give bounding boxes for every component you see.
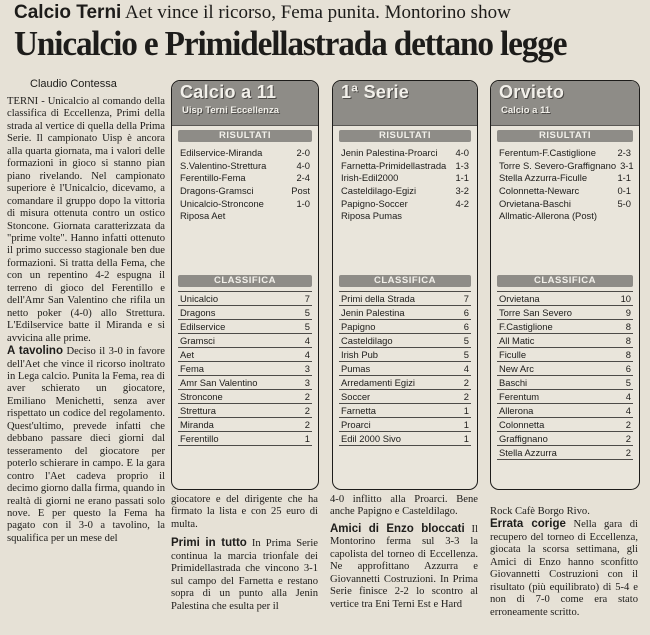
standing-row <box>339 291 471 306</box>
points: 2 <box>304 391 310 402</box>
standings-list <box>491 291 639 460</box>
standing-row <box>339 418 471 432</box>
result-row <box>491 146 639 159</box>
team: Casteldilago <box>341 335 393 346</box>
standing-row <box>339 432 471 446</box>
standing-row <box>497 320 633 334</box>
result-row <box>172 184 318 197</box>
kicker-text: Aet vince il ricorso, Fema punita. Montorino show <box>125 2 511 23</box>
points: 7 <box>463 293 469 304</box>
box-header <box>333 81 477 126</box>
team: Baschi <box>499 377 528 388</box>
result-row <box>491 197 639 210</box>
standing-row <box>178 404 312 418</box>
points: 2 <box>304 419 310 430</box>
standing-row <box>497 432 633 446</box>
match: Casteldilago-Egizi <box>341 184 417 196</box>
standing-row <box>339 320 471 334</box>
result-row <box>333 146 477 159</box>
result-row <box>172 209 318 222</box>
result-row <box>333 159 477 172</box>
team: Torre San Severo <box>499 307 572 318</box>
score: 4-0 <box>296 159 310 171</box>
score: 3-1 <box>620 159 634 171</box>
match: Allmatic-Allerona (Post) <box>499 210 597 222</box>
points: 6 <box>463 307 469 318</box>
team: All Matic <box>499 335 535 346</box>
points: 2 <box>463 391 469 402</box>
box-subtitle: Calcio a 11 <box>501 105 551 116</box>
points: 2 <box>463 377 469 388</box>
points: 6 <box>625 363 631 374</box>
match: Papigno-Soccer <box>341 197 408 209</box>
team: Miranda <box>180 419 214 430</box>
standing-row <box>339 334 471 348</box>
standing-row <box>497 306 633 320</box>
team: Soccer <box>341 391 371 402</box>
article-col3-text: 4-0 inflitto alla Proarci. Bene anche Papigno e Casteldilago. <box>330 494 478 518</box>
team: Stroncone <box>180 391 223 402</box>
match: Edilservice-Miranda <box>180 146 263 158</box>
box-header <box>491 81 639 126</box>
team: Ficulle <box>499 349 527 360</box>
match: S.Valentino-Strettura <box>180 159 267 171</box>
match: Dragons-Gramsci <box>180 184 254 196</box>
article-primi-text: In Prima Serie continua la marcia trionfale dei Primidellastrada che vincono 3-1 sul campo del Farnetta e restano sopra di un punto alla Jenin Palestina che esulta per il <box>171 538 318 612</box>
standing-row <box>497 418 633 432</box>
subhead-errata-corige: Errata corige <box>490 518 566 531</box>
team: F.Castiglione <box>499 321 553 332</box>
points: 4 <box>304 335 310 346</box>
standing-row <box>497 446 633 460</box>
match: Orvietana-Baschi <box>499 197 571 209</box>
box-title: Calcio a 11 <box>180 82 277 102</box>
results-list <box>491 146 639 271</box>
article-intro: TERNI - Unicalcio al comando della classifica di Eccellenza, Primi della strada al vertice di quella della Prima Serie. Il campionato Uisp è ancora alla quarta giornata, ma i valori delle formazioni in gioco si stanno pian piano rivelando. Nel campionato superiore è l'Unicalcio, dicevamo, a comandare il gruppo dopo la vittoria di misura ottenuta contro un ostico Stoncone. Giornata caratterizzata da "prime volte". Hanno infatti ottenuto il primo successo stagionale ben due formazioni. Si tratta della Fema, che con un repentino 4-2 espugna il terreno di gioco del Ferentillo e dell'Amr San Valentino che rifila un netto poker (4-0) allo Strettura. L'Edilservice batte il Miranda e si avvicina alle prime. <box>7 96 165 344</box>
result-row <box>333 171 477 184</box>
score: 2-3 <box>617 146 631 158</box>
score: 4-2 <box>455 197 469 209</box>
score: Post <box>291 184 310 196</box>
match: Torre S. Severo-Graffignano <box>499 159 617 171</box>
result-row <box>491 209 639 222</box>
team: Arredamenti Egizi <box>341 377 415 388</box>
team: Proarci <box>341 419 371 430</box>
team: Pumas <box>341 363 371 374</box>
points: 5 <box>625 377 631 388</box>
score: 2-0 <box>296 146 310 158</box>
subhead-primi-in-tutto: Primi in tutto <box>171 537 247 550</box>
team: Gramsci <box>180 335 215 346</box>
score: 1-1 <box>617 172 631 184</box>
team: Dragons <box>180 307 216 318</box>
result-row <box>491 159 639 172</box>
article-col4-text: Rock Cafè Borgo Rivo. <box>490 506 590 517</box>
score: 1-0 <box>296 197 310 209</box>
article-column-3 <box>330 494 478 634</box>
standing-row <box>339 362 471 376</box>
standing-row <box>497 404 633 418</box>
match: Ferentum-F.Castiglione <box>499 146 596 158</box>
box-header <box>172 81 318 126</box>
standings-bar: CLASSIFICA <box>178 275 312 287</box>
points: 5 <box>304 321 310 332</box>
article-amici-text: Il Montorino ferma sul 3-3 la capolista del torneo di Eccellenza. Ne approfittano Azzurra e Giovannetti Costruzioni. In Prima Serie finisce 2-2 lo scontro al vertice tra Eni Terni Est e Hard <box>330 523 478 610</box>
team: Ferentillo <box>180 433 219 444</box>
team: Amr San Valentino <box>180 377 258 388</box>
points: 4 <box>463 363 469 374</box>
standing-row <box>497 348 633 362</box>
score: 4-0 <box>455 146 469 158</box>
results-bar: RISULTATI <box>497 130 633 142</box>
standing-row <box>497 291 633 306</box>
points: 7 <box>304 293 310 304</box>
headline: Unicalcio e Primidellastrada dettano legge <box>14 24 567 63</box>
standings-list <box>333 291 477 446</box>
score: 2-4 <box>296 172 310 184</box>
team: Farnetta <box>341 405 376 416</box>
team: Edil 2000 Sivo <box>341 433 401 444</box>
standings-bar: CLASSIFICA <box>497 275 633 287</box>
team: Jenin Palestina <box>341 307 405 318</box>
team: Primi della Strada <box>341 293 415 304</box>
match: Riposa Pumas <box>341 210 402 222</box>
results-bar: RISULTATI <box>339 130 471 142</box>
results-list <box>333 146 477 271</box>
points: 4 <box>304 349 310 360</box>
points: 4 <box>625 405 631 416</box>
standing-row <box>178 390 312 404</box>
match: Stella Azzurra-Ficulle <box>499 172 588 184</box>
team: Stella Azzurra <box>499 447 557 458</box>
result-row <box>333 184 477 197</box>
team: New Arc <box>499 363 534 374</box>
article-column-4 <box>490 506 638 634</box>
match: Farnetta-Primidellastrada <box>341 159 447 171</box>
team: Unicalcio <box>180 293 219 304</box>
points: 10 <box>620 293 631 304</box>
article-column-2 <box>171 494 318 634</box>
standing-row <box>339 348 471 362</box>
result-row <box>172 159 318 172</box>
article-errata-text: Nella gara di recupero del torneo di Eccellenza, giocata la scorsa settimana, gli Amici di Enzo hanno sconfitto Giovannetti Costruzioni con il risultato (più equilibrato) di 5-4 e non di 7-0 come era stato erroneamente scritto. <box>490 519 638 618</box>
byline: Claudio Contessa <box>30 78 117 90</box>
score: 1-1 <box>455 172 469 184</box>
standing-row <box>178 306 312 320</box>
points: 9 <box>625 307 631 318</box>
points: 5 <box>463 335 469 346</box>
table-box-prima-serie <box>332 80 478 490</box>
points: 2 <box>304 405 310 416</box>
match: Riposa Aet <box>180 210 226 222</box>
subhead-a-tavolino: A tavolino <box>7 345 63 358</box>
standing-row <box>178 291 312 306</box>
table-box-eccellenza <box>171 80 319 490</box>
standing-row <box>178 348 312 362</box>
standings-list <box>172 291 318 446</box>
points: 1 <box>463 419 469 430</box>
standing-row <box>178 320 312 334</box>
result-row <box>172 197 318 210</box>
team: Graffignano <box>499 433 548 444</box>
standing-row <box>497 362 633 376</box>
results-list <box>172 146 318 271</box>
standing-row <box>497 390 633 404</box>
standing-row <box>339 306 471 320</box>
team: Allerona <box>499 405 534 416</box>
team: Orvietana <box>499 293 540 304</box>
score: 5-0 <box>617 197 631 209</box>
result-row <box>333 209 477 222</box>
match: Ferentillo-Fema <box>180 172 246 184</box>
article-col2-text: giocatore e del dirigente che ha firmato la lista e con 25 euro di multa. <box>171 494 318 530</box>
article-column-1 <box>7 96 165 632</box>
standing-row <box>339 404 471 418</box>
team: Colonnetta <box>499 419 545 430</box>
result-row <box>172 171 318 184</box>
match: Colonnetta-Newarc <box>499 184 580 196</box>
match: Unicalcio-Stroncone <box>180 197 264 209</box>
team: Papigno <box>341 321 376 332</box>
standing-row <box>178 334 312 348</box>
team: Irish Pub <box>341 349 378 360</box>
points: 3 <box>304 377 310 388</box>
team: Strettura <box>180 405 216 416</box>
standing-row <box>178 418 312 432</box>
points: 2 <box>625 419 631 430</box>
kicker-section: Calcio Terni <box>14 2 122 23</box>
points: 1 <box>463 405 469 416</box>
points: 1 <box>463 433 469 444</box>
points: 8 <box>625 321 631 332</box>
standing-row <box>339 376 471 390</box>
result-row <box>491 171 639 184</box>
match: Jenin Palestina-Proarci <box>341 146 438 158</box>
standings-bar: CLASSIFICA <box>339 275 471 287</box>
points: 8 <box>625 349 631 360</box>
table-box-orvieto <box>490 80 640 490</box>
points: 1 <box>304 433 310 444</box>
match: Irish-Edil2000 <box>341 172 399 184</box>
team: Aet <box>180 349 195 360</box>
standing-row <box>178 362 312 376</box>
result-row <box>491 184 639 197</box>
points: 2 <box>625 433 631 444</box>
standing-row <box>178 376 312 390</box>
result-row <box>333 197 477 210</box>
points: 5 <box>463 349 469 360</box>
standing-row <box>339 390 471 404</box>
team: Ferentum <box>499 391 540 402</box>
kicker <box>14 2 644 24</box>
team: Fema <box>180 363 204 374</box>
score: 1-3 <box>455 159 469 171</box>
subhead-amici-di-enzo: Amici di Enzo bloccati <box>330 522 465 535</box>
score: 0-1 <box>617 184 631 196</box>
points: 5 <box>304 307 310 318</box>
team: Edilservice <box>180 321 226 332</box>
points: 8 <box>625 335 631 346</box>
points: 4 <box>625 391 631 402</box>
box-title: 1ª Serie <box>341 82 410 102</box>
results-bar: RISULTATI <box>178 130 312 142</box>
points: 2 <box>625 447 631 458</box>
score: 3-2 <box>455 184 469 196</box>
box-subtitle: Uisp Terni Eccellenza <box>182 105 279 116</box>
article-a-tavolino-text: Deciso il 3-0 in favore dell'Aet che vince il ricorso inoltrato in Lega calcio. Punita la Fema, rea di aver schierato un giocatore, Emiliano Menichetti, senza aver rispettato un codice del regolamento. Quest'ultimo, prevede infatti che debbano passare dieci giorni dal tesseramento del giocatore per poterlo schierare in campo. E la gara contro l'Aet cadeva proprio il decimo giorno dalla firma, quando in realtà di giorni ne erano passati solo nove. E per questo la Fema ha pagato con il 3-0 a tavolino, la squalifica per un mese del <box>7 346 165 544</box>
points: 3 <box>304 363 310 374</box>
box-title: Orvieto <box>499 82 565 102</box>
result-row <box>172 146 318 159</box>
standing-row <box>178 432 312 446</box>
standing-row <box>497 334 633 348</box>
standing-row <box>497 376 633 390</box>
points: 6 <box>463 321 469 332</box>
